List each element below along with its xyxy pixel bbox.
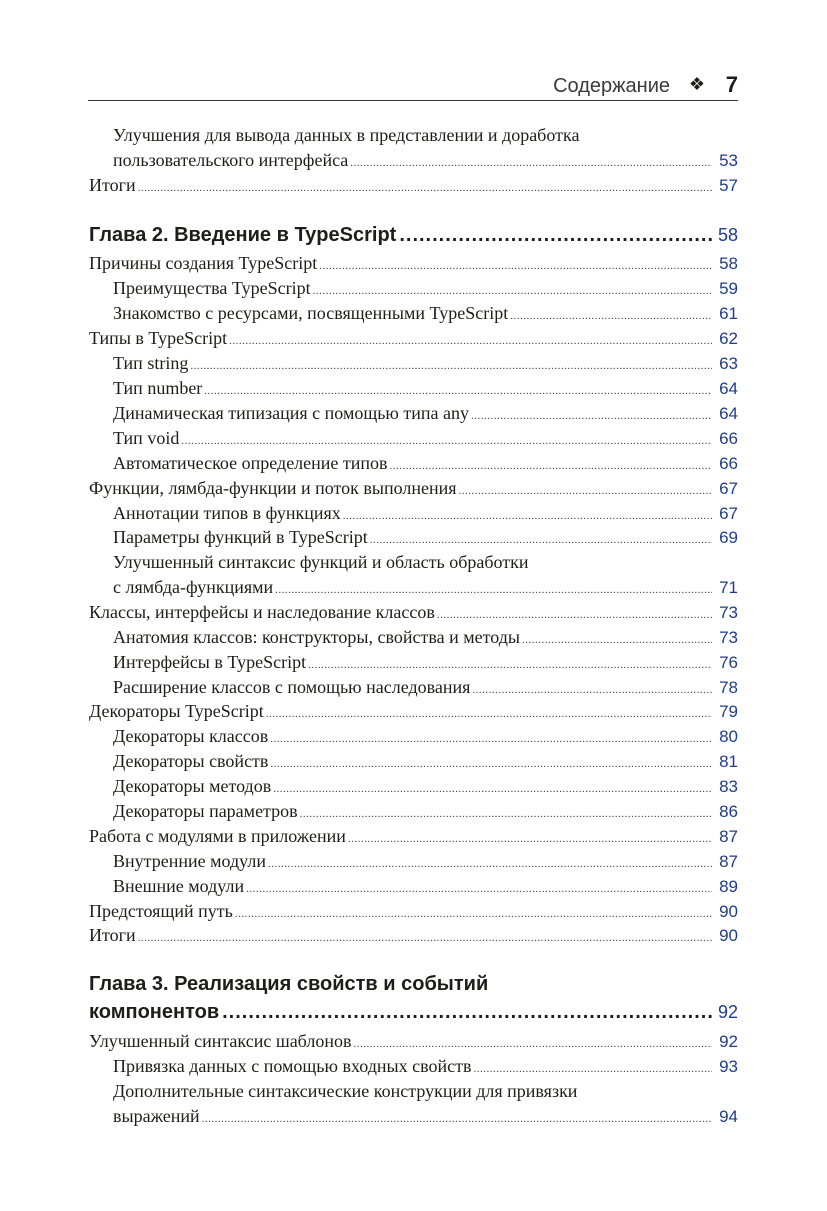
toc-entry-page: 62	[719, 329, 738, 348]
toc-entry-page: 93	[719, 1057, 738, 1076]
toc-entry-title: Функции, лямбда-функции и поток выполнения	[89, 478, 457, 498]
toc-entry-page: 64	[719, 404, 738, 423]
running-header	[88, 70, 738, 101]
toc-entry	[89, 173, 738, 198]
toc-entry	[113, 675, 738, 700]
toc-entry-page: 83	[719, 777, 738, 796]
toc-entry-page: 86	[719, 802, 738, 821]
toc-entry	[113, 426, 738, 451]
toc-entry-page: 67	[719, 504, 738, 523]
toc-entry-title: пользовательского интерфейса	[113, 150, 349, 170]
toc-entry-title: Декораторы методов	[113, 776, 272, 796]
chapter-title-line: Глава 3. Реализация свойств и событий	[89, 973, 489, 995]
toc-entry-title: Параметры функций в TypeScript	[113, 527, 368, 547]
toc-entry-page: 89	[719, 877, 738, 896]
toc-entry-page: 69	[719, 528, 738, 547]
toc-entry	[113, 276, 738, 301]
toc-entry-page: 64	[719, 379, 738, 398]
toc-entry-title: Аннотации типов в функциях	[113, 503, 341, 523]
toc-entry	[89, 1029, 738, 1054]
toc-entry-title: Итоги	[89, 175, 136, 195]
toc-entry	[89, 899, 738, 924]
toc-entry	[113, 1104, 738, 1129]
ornament-icon: ❖	[688, 74, 705, 94]
toc-entry-page: 63	[719, 354, 738, 373]
toc-entry-title-line: Улучшения для вывода данных в представлении и доработка	[113, 125, 580, 145]
toc-entry	[89, 824, 738, 849]
toc-entry	[89, 251, 738, 276]
toc-entry	[113, 1054, 738, 1079]
toc-entry	[113, 525, 738, 550]
toc-entry-title: Декораторы классов	[113, 726, 269, 746]
toc-entry-page: 61	[719, 304, 738, 323]
dot-leader	[138, 926, 712, 951]
toc-entry-page: 66	[719, 454, 738, 473]
toc-entry-page: 53	[719, 151, 738, 170]
chapter-page: 92	[717, 1002, 738, 1022]
toc-entry-title-line: Дополнительные синтаксические конструкции для привязки	[113, 1081, 578, 1101]
toc-entry-title: Внутренние модули	[113, 851, 266, 871]
toc-entry-title: Классы, интерфейсы и наследование классов	[89, 602, 435, 622]
toc-entry-page: 92	[719, 1032, 738, 1051]
chapter-title: компонентов	[89, 1001, 220, 1023]
toc-entry	[113, 724, 738, 749]
toc-entry	[89, 326, 738, 351]
toc-entry-page: 58	[719, 254, 738, 273]
toc-entry-page: 73	[719, 603, 738, 622]
toc-entry-title: Тип string	[113, 353, 189, 373]
toc-entry-page: 94	[719, 1107, 738, 1126]
page-number: 7	[725, 72, 738, 97]
toc-entry	[113, 874, 738, 899]
toc-entry	[113, 849, 738, 874]
toc-entry	[113, 401, 738, 426]
toc-entry	[113, 451, 738, 476]
toc-entry	[113, 148, 738, 173]
toc-entry-title: Расширение классов с помощью наследования	[113, 677, 471, 697]
toc-entry-title: Тип number	[113, 378, 203, 398]
toc-entry-page: 78	[719, 678, 738, 697]
dot-leader	[202, 1107, 712, 1132]
toc-entry-title: Декораторы TypeScript	[89, 701, 264, 721]
toc-entry	[113, 376, 738, 401]
toc-entry-title: Декораторы свойств	[113, 751, 269, 771]
toc-entry-page: 57	[719, 176, 738, 195]
toc-entry-title: Предстоящий путь	[89, 901, 233, 921]
toc-entry	[89, 699, 738, 724]
toc-entry-page: 59	[719, 279, 738, 298]
toc-entry-page: 79	[719, 702, 738, 721]
dot-leader	[399, 220, 715, 250]
toc-entry	[113, 351, 738, 376]
toc-entry-page: 67	[719, 479, 738, 498]
toc-entry-page: 71	[719, 578, 738, 597]
chapter-heading	[89, 997, 738, 1027]
toc-entry	[113, 625, 738, 650]
chapter-page: 58	[717, 225, 738, 245]
toc-entry-page: 73	[719, 628, 738, 647]
toc-entry	[113, 575, 738, 600]
toc-entry-page: 66	[719, 429, 738, 448]
toc-entry-title: Работа с модулями в приложении	[89, 826, 346, 846]
toc-entry-page: 90	[719, 926, 738, 945]
toc-entry	[89, 476, 738, 501]
toc-entry-page: 87	[719, 827, 738, 846]
chapter-title: Глава 2. Введение в TypeScript	[89, 224, 397, 246]
toc-entry-title: Привязка данных с помощью входных свойств	[113, 1056, 472, 1076]
toc-entry	[113, 501, 738, 526]
toc-entry-title: Улучшенный синтаксис шаблонов	[89, 1031, 352, 1051]
toc-entry	[113, 650, 738, 675]
toc-entry-page: 81	[719, 752, 738, 771]
toc-entry-title: Типы в TypeScript	[89, 328, 228, 348]
toc-entry	[113, 749, 738, 774]
toc-entry-page: 90	[719, 902, 738, 921]
toc-entry-page: 87	[719, 852, 738, 871]
toc-entry-title: Автоматическое определение типов	[113, 453, 388, 473]
toc-entry	[113, 799, 738, 824]
toc-entry-title: Причины создания TypeScript	[89, 253, 318, 273]
toc-entry-title: выражений	[113, 1106, 200, 1126]
toc-entry-title: Анатомия классов: конструкторы, свойства и методы	[113, 627, 520, 647]
dot-leader	[138, 176, 712, 201]
toc-entry	[89, 923, 738, 948]
toc-entry	[113, 774, 738, 799]
toc-entry-title: с лямбда-функциями	[113, 577, 274, 597]
toc-entry	[89, 600, 738, 625]
toc-entry-title: Итоги	[89, 925, 136, 945]
toc-entry-title: Преимущества TypeScript	[113, 278, 311, 298]
toc-entry-title: Внешние модули	[113, 876, 245, 896]
toc-entry-title: Интерфейсы в TypeScript	[113, 652, 307, 672]
toc-entry-page: 76	[719, 653, 738, 672]
toc-entry	[113, 301, 738, 326]
toc-entry-title: Декораторы параметров	[113, 801, 298, 821]
running-header-section: Содержание	[553, 75, 670, 97]
toc-entry-title: Тип void	[113, 428, 180, 448]
toc-entry-title: Знакомство с ресурсами, посвященными TypeScript	[113, 303, 509, 323]
toc-entry-page: 80	[719, 727, 738, 746]
toc-entry-title-line: Улучшенный синтаксис функций и область обработки	[113, 552, 529, 572]
toc-entry-title: Динамическая типизация с помощью типа any	[113, 403, 469, 423]
chapter-heading	[89, 220, 738, 250]
dot-leader	[222, 997, 715, 1027]
